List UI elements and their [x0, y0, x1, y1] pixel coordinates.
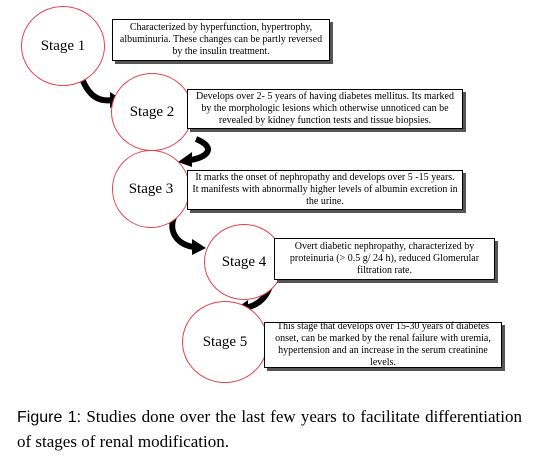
stage-4-description: Overt diabetic nephropathy, characterized by proteinuria (> 0.5 g/ 24 h), reduced Glomerular filtration rate. [289, 241, 480, 276]
stage-1-label: Stage 1 [40, 37, 86, 54]
stage-3-description-box [187, 170, 463, 210]
figure-caption [17, 405, 522, 454]
stage-5-label: Stage 5 [202, 333, 248, 350]
stage-4-circle [204, 224, 284, 300]
figure-caption-label: Figure 1: [17, 409, 82, 426]
stage-2-description-box [187, 89, 463, 129]
stage-4-label: Stage 4 [221, 253, 267, 270]
arrow-head-stage3-to-stage4 [192, 239, 206, 255]
stage-5-circle [182, 301, 268, 383]
stage-3-description: It marks the onset of nephropathy and develops over 5 -15 years. It manifests with abnormally higher levels of albumin excretion in the urine. [192, 172, 458, 207]
stage-3-label: Stage 3 [128, 180, 174, 197]
stage-2-circle [111, 73, 193, 151]
stage-4-description-box [274, 238, 495, 280]
figure-caption-text: Studies done over the last few years to facilitate differentiation of stages of renal modification. [17, 407, 523, 451]
stage-2-description: Develops over 2- 5 years of having diabetes mellitus. Its marked by the morphologic lesions which otherwise unnoticed can be revealed by kidney function tests and tissue biopsies. [196, 91, 454, 126]
stage-1-description-box [112, 19, 330, 61]
stage-2-label: Stage 2 [129, 103, 175, 120]
arrow-stage2-to-stage3 [190, 139, 208, 160]
stage-1-circle [21, 6, 105, 86]
stage-5-description: This stage that develops over 15-30 years of diabetes onset, can be marked by the renal failure with uremia, hypertension and an increase in the serum creatinine levels. [275, 321, 491, 368]
stage-1-description: Characterized by hyperfunction, hypertrophy, albuminuria. These changes can be partly reversed by the insulin treatment. [119, 22, 323, 57]
stage-5-description-box [264, 322, 502, 368]
stage-3-circle [112, 150, 190, 228]
